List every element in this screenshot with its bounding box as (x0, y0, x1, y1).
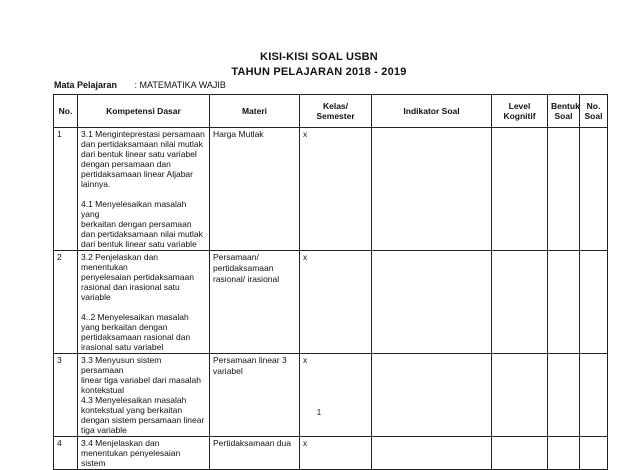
cell-no: 1 (54, 128, 78, 251)
cell-level (492, 437, 548, 470)
header-kompetensi-dasar: Kompetensi Dasar (78, 95, 210, 128)
cell-indikator (372, 354, 492, 437)
cell-kelas: x (300, 437, 372, 470)
cell-kelas: x (300, 354, 372, 437)
cell-materi: Persamaan/ pertidaksamaan rasional/ irasional (210, 251, 300, 354)
header-no-soal: No. Soal (580, 95, 608, 128)
subject-value: : MATEMATIKA WAJIB (134, 80, 226, 90)
table-row (54, 128, 608, 251)
table-row (54, 251, 608, 354)
cell-indikator (372, 128, 492, 251)
cell-bentuk (548, 354, 580, 437)
cell-no: 2 (54, 251, 78, 354)
cell-nosoal (580, 128, 608, 251)
cell-kelas: x (300, 251, 372, 354)
cell-level (492, 251, 548, 354)
header-level-kognitif: Level Kognitif (492, 95, 548, 128)
cell-indikator (372, 251, 492, 354)
header-indikator-soal: Indikator Soal (372, 95, 492, 128)
cell-bentuk (548, 128, 580, 251)
cell-level (492, 354, 548, 437)
table-row (54, 354, 608, 437)
header-bentuk-soal: Bentuk Soal (548, 95, 580, 128)
table-row (54, 437, 608, 470)
header-kelas-semester: Kelas/ Semester (300, 95, 372, 128)
cell-kompetensi-dasar: 3.4 Menjelaskan dan menentukan penyelesaian sistem (78, 437, 210, 470)
cell-kompetensi-dasar: 3.3 Menyusun sistem persamaan linear tiga variabel dari masalah kontekstual 4.3 Menyelesaikan masalah kontekstual yang berkaitan dengan sistem persamaan linear tiga variable (78, 354, 210, 437)
page-number: 1 (316, 408, 322, 417)
cell-materi: Harga Mutlak (210, 128, 300, 251)
cell-bentuk (548, 251, 580, 354)
cell-bentuk (548, 437, 580, 470)
header-no: No. (54, 95, 78, 128)
cell-materi: Pertidaksamaan dua (210, 437, 300, 470)
cell-nosoal (580, 437, 608, 470)
subject-label: Mata Pelajaran (54, 80, 118, 90)
cell-kompetensi-dasar: 3.2 Penjelaskan dan menentukan penyelesaian pertidaksamaan rasional dan irasional satu variable 4..2 Menyelesaikan masalah yang berkaitan dengan pertidaksamaan rasional dan irasional satu variabel (78, 251, 210, 354)
cell-nosoal (580, 251, 608, 354)
cell-no: 4 (54, 437, 78, 470)
cell-level (492, 128, 548, 251)
document-subtitle: TAHUN PELAJARAN 2018 - 2019 (231, 66, 407, 78)
cell-materi: Persamaan linear 3 variabel (210, 354, 300, 437)
cell-no: 3 (54, 354, 78, 437)
document-title: KISI-KISI SOAL USBN (260, 51, 378, 63)
subject-line (54, 80, 226, 90)
cell-indikator (372, 437, 492, 470)
cell-nosoal (580, 354, 608, 437)
table-header-row (54, 95, 608, 128)
header-materi: Materi (210, 95, 300, 128)
cell-kelas: x (300, 128, 372, 251)
cell-kompetensi-dasar: 3.1 Menginteprestasi persamaan dan pertidaksamaan nilai mutlak dari bentuk linear satu variabel dengan persamaan dan pertidaksamaan linear Aljabar lainnya. 4.1 Menyelesaikan masalah yang berkaitan dengan persamaan dan pertidaksamaan nilai mutlak dari bentuk linear satu variable (78, 128, 210, 251)
